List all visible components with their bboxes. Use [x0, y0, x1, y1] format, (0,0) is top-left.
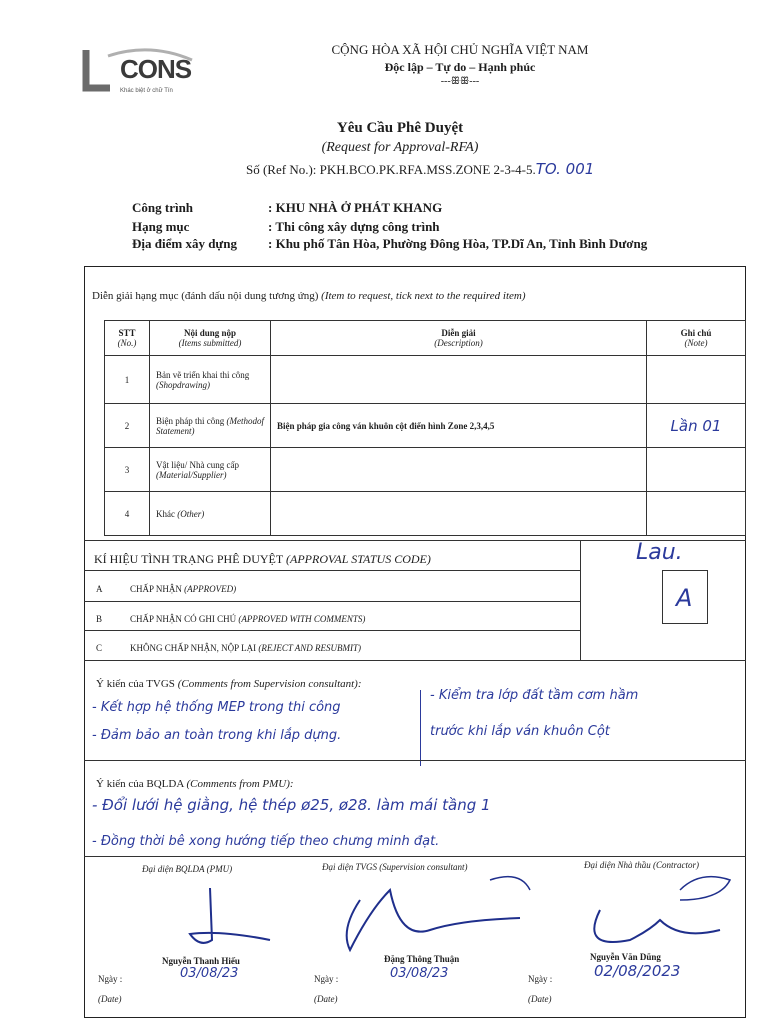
contractor-signature-role: Đại diện Nhà thầu (Contractor)	[584, 860, 699, 870]
logo-tagline: Khác biệt ở chữ Tín	[120, 88, 173, 94]
table-row: 3 Vật liệu/ Nhà cung cấp (Material/Supplier)	[105, 448, 746, 492]
category-label: Hạng mục	[132, 219, 190, 234]
contractor-date-en: (Date)	[528, 994, 552, 1004]
pmu-date: 03/08/23	[180, 966, 239, 981]
tvgs-comment-line: - Kiểm tra lớp đất tầm cơm hầm	[430, 688, 639, 703]
location-row	[132, 236, 647, 252]
document-title: Yêu Cầu Phê Duyệt	[336, 120, 464, 136]
handwritten-divider	[420, 690, 421, 766]
approval-code-c: C KHÔNG CHẤP NHẬN, NỘP LẠI (REJECT AND RESUBMIT)	[96, 643, 361, 653]
divider	[84, 630, 580, 631]
ornament: ---ꕥꕥ---	[440, 76, 480, 87]
header-stt: STT (No.)	[105, 321, 150, 356]
ref-handwritten: TO. 001	[535, 160, 595, 178]
category-value: : Thi công xây dựng công trình	[268, 219, 440, 234]
tvgs-comment-label: Ý kiến của TVGS (Comments from Supervision consultant):	[96, 678, 362, 690]
location-label: Địa điểm xây dựng	[132, 236, 237, 251]
project-label: Công trình	[132, 200, 194, 215]
project-value: : KHU NHÀ Ở PHÁT KHANG	[268, 200, 443, 215]
pmu-date-label: Ngày :	[98, 974, 123, 984]
header-note: Ghi chú (Note)	[647, 321, 746, 356]
category-row	[132, 219, 440, 235]
tvgs-comment-line: trước khi lắp ván khuôn Cột	[430, 724, 610, 739]
reference-number	[246, 160, 594, 178]
tvgs-signature-role: Đại diện TVGS (Supervision consultant)	[322, 862, 468, 872]
pmu-date-en: (Date)	[98, 994, 122, 1004]
tvgs-comment-line: - Đảm bảo an toàn trong khi lắp dựng.	[92, 728, 342, 743]
national-motto: Độc lập – Tự do – Hạnh phúc	[384, 60, 536, 74]
logo-brand: CONS	[120, 54, 192, 84]
table-row: 2 Biện pháp thi công (Methodof Statement) Biện pháp gia công ván khuôn cột điển hình Zone 2,3,4,5 Lần 01	[105, 404, 746, 448]
header-description: Diễn giải (Description)	[271, 321, 647, 356]
table-header-row	[105, 321, 746, 356]
approval-code-handwritten: A	[676, 584, 693, 612]
tvgs-date-en: (Date)	[314, 994, 338, 1004]
location-value: : Khu phố Tân Hòa, Phường Đông Hòa, TP.Dĩ An, Tỉnh Bình Dương	[268, 236, 648, 251]
pmu-signature-role: Đại diện BQLDA (PMU)	[142, 864, 233, 874]
note-handwritten: Lần 01	[647, 404, 746, 448]
approval-title: KÍ HIỆU TÌNH TRẠNG PHÊ DUYỆT (APPROVAL STATUS CODE)	[94, 552, 431, 566]
divider	[84, 760, 746, 761]
divider	[84, 660, 746, 661]
tvgs-date-label: Ngày :	[314, 974, 339, 984]
signature-strokes	[160, 870, 740, 960]
pmu-comment-line: - Đồng thời bê xong hướng tiếp theo chưng minh đạt.	[92, 834, 440, 849]
tvgs-comment-line: - Kết hợp hệ thống MEP trong thi công	[92, 700, 341, 715]
project-row	[132, 200, 442, 216]
pmu-comment-line: - Đổi lưới hệ giằng, hệ thép ø25, ø28. làm mái tầng 1	[92, 796, 491, 814]
tvgs-date: 03/08/23	[390, 966, 449, 981]
items-table	[104, 320, 746, 536]
contractor-date-label: Ngày :	[528, 974, 553, 984]
pmu-comment-label: Ý kiến của BQLDA (Comments from PMU):	[96, 778, 294, 790]
document-subtitle: (Request for Approval-RFA)	[321, 140, 479, 155]
divider	[580, 540, 581, 660]
country-heading: CỘNG HÒA XÃ HỘI CHỦ NGHĨA VIỆT NAM	[331, 42, 589, 57]
ref-label: Số (Ref No.): PKH.BCO.PK.RFA.MSS.ZONE 2-3-4-5.	[246, 162, 536, 177]
table-row: 4 Khác (Other)	[105, 492, 746, 536]
header-content: Nội dung nộp (Items submitted)	[150, 321, 271, 356]
divider	[84, 601, 580, 602]
approval-code-b: B CHẤP NHẬN CÓ GHI CHÚ (APPROVED WITH COMMENTS)	[96, 614, 366, 624]
divider	[84, 570, 580, 571]
items-section-title: Diễn giải hạng mục (đánh dấu nội dung tương ứng) (Item to request, tick next to the required item)	[92, 290, 526, 302]
approval-initials: Lau.	[636, 540, 683, 565]
tvgs-signer-name: Đặng Thông Thuận	[384, 954, 460, 964]
table-row: 1 Bản vẽ triển khai thi công (Shopdrawing)	[105, 356, 746, 404]
divider	[84, 856, 746, 857]
approval-code-a: A CHẤP NHẬN (APPROVED)	[96, 584, 237, 594]
contractor-date: 02/08/2023	[594, 962, 681, 980]
pmu-signer-name: Nguyễn Thanh Hiếu	[162, 956, 240, 966]
contractor-signer-name: Nguyễn Văn Dũng	[590, 952, 661, 962]
